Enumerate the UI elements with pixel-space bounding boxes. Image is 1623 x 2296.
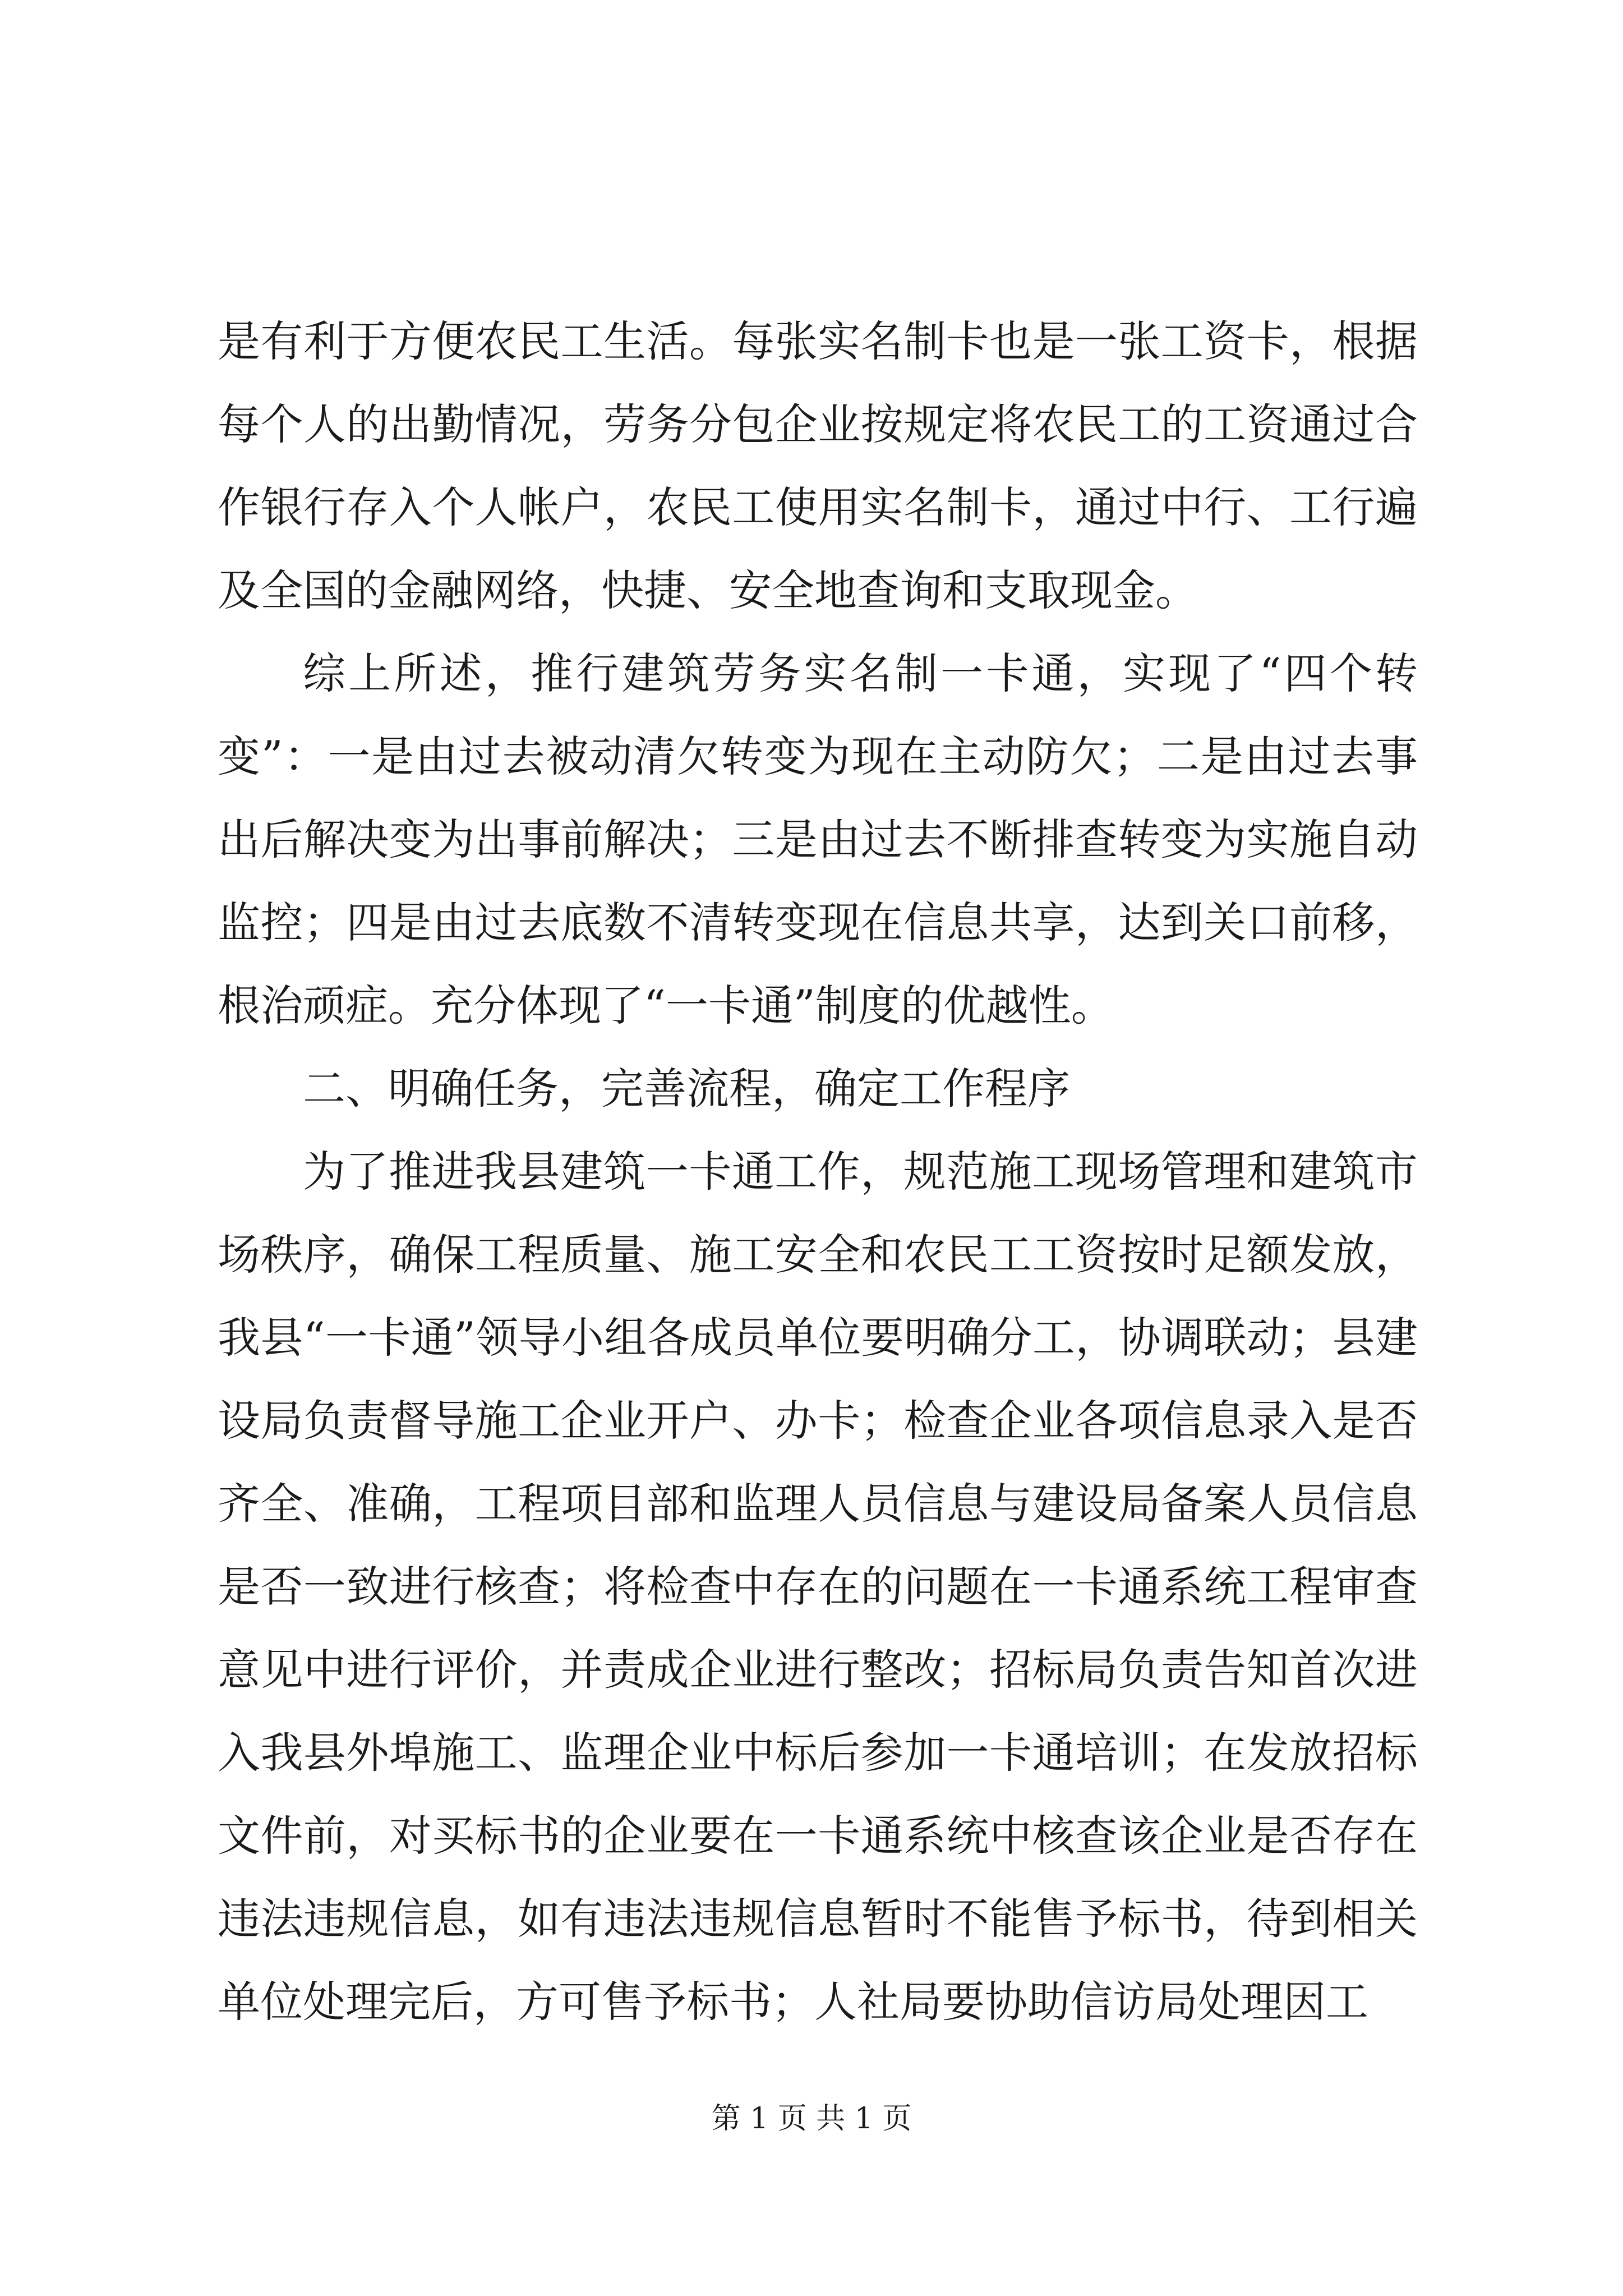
document-body <box>218 300 1418 2044</box>
paragraph-1: 是有利于方便农民工生活。每张实名制卡也是一张工资卡，根据每个人的出勤情况，劳务分包企业按规定将农民工的工资通过合作银行存入个人帐户，农民工使用实名制卡，通过中行、工行遍及全国的金融网络，快捷、安全地查询和支取现金。 <box>218 316 1418 615</box>
paragraph-2: 综上所述，推行建筑劳务实名制一卡通，实现了“四个转变”：一是由过去被动清欠转变为现在主动防欠；二是由过去事出后解决变为出事前解决；三是由过去不断排查转变为实施自动监控；四是由过去底数不清转变现在信息共享，达到关口前移，根治顽症。充分体现了“一卡通”制度的优越性。 <box>218 648 1418 1030</box>
paragraph-3: 为了推进我县建筑一卡通工作，规范施工现场管理和建筑市场秩序，确保工程质量、施工安全和农民工工资按时足额发放，我县“一卡通”领导小组各成员单位要明确分工，协调联动；县建设局负责督导施工企业开户、办卡；检查企业各项信息录入是否齐全、准确，工程项目部和监理人员信息与建设局备案人员信息是否一致进行核查；将检查中存在的问题在一卡通系统工程审查意见中进行评价，并责成企业进行整改；招标局负责告知首次进入我县外埠施工、监理企业中标后参加一卡通培训；在发放招标文件前，对买标书的企业要在一卡通系统中核查该企业是否存在违法违规信息，如有违法违规信息暂时不能售予标书，待到相关单位处理完后，方可售予标书；人社局要协助信访局处理因工 <box>218 1147 1418 2027</box>
page-footer: 第 1 页 共 1 页 <box>711 2102 912 2136</box>
section-heading: 二、明确任务，完善流程，确定工作程序 <box>303 1064 1070 1114</box>
